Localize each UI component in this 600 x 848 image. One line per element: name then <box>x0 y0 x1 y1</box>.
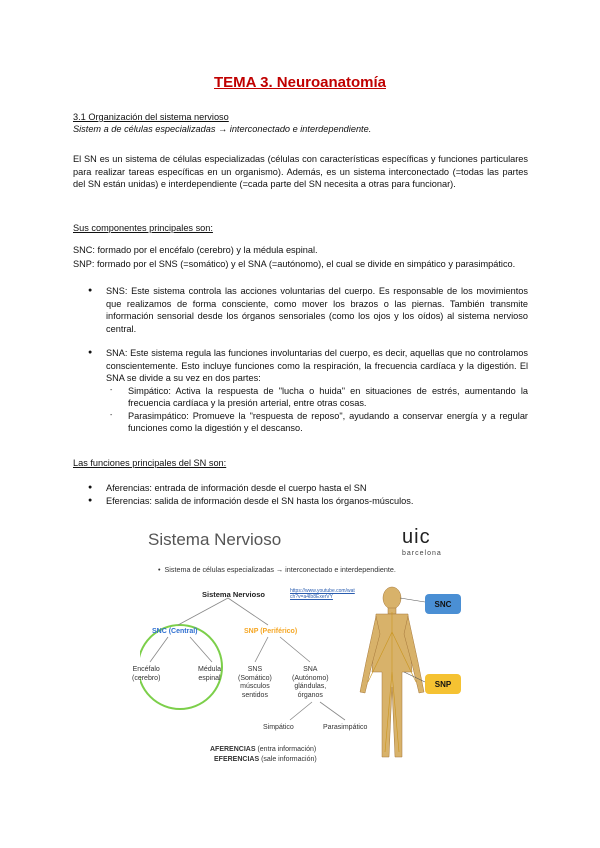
nervous-system-figure <box>132 522 470 772</box>
snc-badge: SNC <box>425 594 461 614</box>
figure-bullet: • Sistema de células especializadas → interconectado e interdependiente. <box>158 565 396 574</box>
simpatico-label: Simpático <box>263 724 294 731</box>
aferencias-line: AFERENCIAS (entra información) <box>210 746 317 753</box>
section-heading: 3.1 Organización del sistema nervioso <box>73 112 229 122</box>
eferencias-line: EFERENCIAS (sale información) <box>214 756 317 763</box>
snp-badge: SNP <box>425 674 461 694</box>
uic-logo: uic <box>402 526 431 548</box>
snc-label: SNC (Central) <box>152 628 198 635</box>
components-list <box>88 285 528 435</box>
sublist-item: - Simpático: Activa la respuesta de "lucha o huida" en situaciones de estrés, aumentando la frecuencia cardíaca y la presión arterial, entre otras cosas. <box>106 385 528 410</box>
snp-line: SNP: formado por el SNS (=somático) y el SNA (=autónomo), el cual se divide en simpático y parasimpático. <box>73 259 516 269</box>
list-item-text: SNA: Este sistema regula las funciones involuntarias del cuerpo, es decir, aquellas que no controlamos conscientemente. Esto incluye funciones como la respiración, la frecuencia cardíaca y la digestión. El SNA se divide a su vez en dos partes: <box>106 348 528 383</box>
snc-line: SNC: formado por el encéfalo (cerebro) y la médula espinal. <box>73 245 318 255</box>
sna-label: SNA (Autónomo) glándulas, órganos <box>292 666 329 699</box>
parasimpatico-label: Parasimpático <box>323 724 368 731</box>
list-item: ● Eferencias: salida de información desde el SN hasta los órganos-músculos. <box>88 495 528 508</box>
section-subtitle: Sistem a de células especializadas → interconectado e interdependiente. <box>73 124 372 134</box>
list-item <box>88 347 528 435</box>
uic-logo-subtitle: barcelona <box>402 550 442 557</box>
diagram-lines <box>140 522 470 772</box>
list-item: ● Aferencias: entrada de información desde el cuerpo hasta el SN <box>88 482 528 495</box>
video-link[interactable]: https://www.youtube.com/wat ch?v=a4Ib8ExerVY <box>290 588 355 600</box>
functions-list <box>88 482 528 507</box>
sns-label: SNS (Somático) músculos sentidos <box>238 666 272 699</box>
medula-label: Médula espinal <box>198 666 221 682</box>
intro-paragraph: El SN es un sistema de células especializadas (células con características específicas y funciones particulares para realizar tareas específicas en un organismo). Además, es un sistema interconectado (=todas las partes del SN están unidas) e interdependiente (=cada parte del SN necesita a otras para funcionar). <box>73 154 528 189</box>
snp-label: SNP (Periférico) <box>244 628 298 635</box>
functions-heading: Las funciones principales del SN son: <box>73 458 227 468</box>
figure-title: Sistema Nervioso <box>148 530 282 549</box>
list-item: ● SNS: Este sistema controla las acciones voluntarias del cuerpo. Es responsable de los movimientos que realizamos de forma consciente, como mover los brazos o las piernas. También transmite información sensorial desde los órganos sensoriales (como los ojos y los oídos) al sistema nervioso central. <box>88 285 528 335</box>
diagram-root: Sistema Nervioso <box>202 590 265 599</box>
page-title: TEMA 3. Neuroanatomía <box>214 74 386 91</box>
encefalo-label: Encéfalo (cerebro) <box>132 666 161 682</box>
sublist-item: - Parasimpático: Promueve la "respuesta de reposo", ayudando a conservar energía y a regular funciones como la digestión y el descanso. <box>106 410 528 435</box>
sna-sublist <box>106 385 528 435</box>
components-heading: Sus componentes principales son: <box>73 223 213 233</box>
